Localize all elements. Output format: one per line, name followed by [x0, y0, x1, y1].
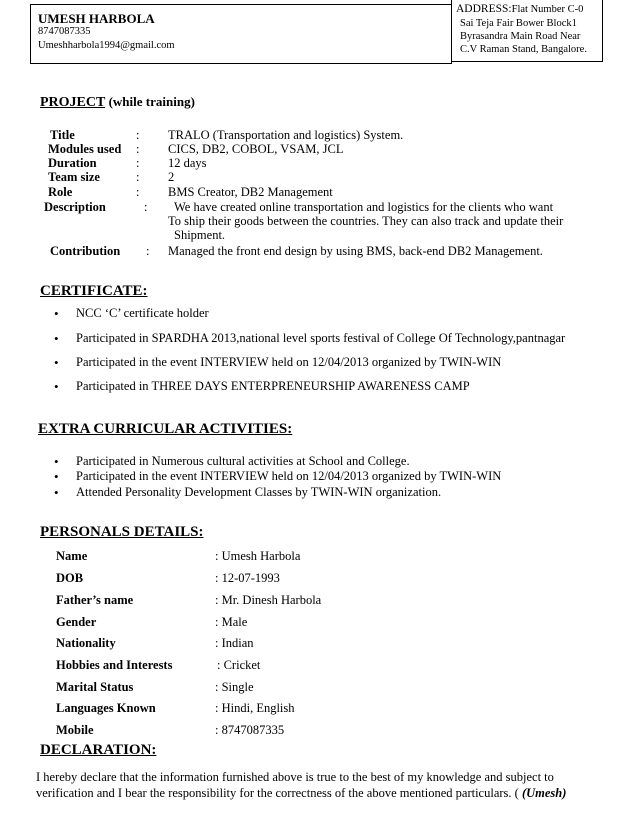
project-description-cont1: To ship their goods between the countries. They can also track and update their — [168, 214, 564, 228]
personal-row-value: : 8747087335 — [215, 723, 285, 737]
personal-row-value: : Hindi, English — [215, 701, 295, 715]
project-heading — [40, 94, 195, 111]
project-contribution-sep: : — [146, 244, 150, 258]
project-description-cont2: Shipment. — [174, 228, 226, 242]
extra-curricular-item: • Participated in the event INTERVIEW held on 12/04/2013 organized by TWIN-WIN — [76, 469, 501, 484]
personal-row-label: Hobbies and Interests — [56, 658, 173, 672]
project-row-value: CICS, DB2, COBOL, VSAM, JCL — [168, 142, 344, 156]
certificate-item: • Participated in the event INTERVIEW held on 12/04/2013 organized by TWIN-WIN — [76, 355, 501, 370]
candidate-name: UMESH HARBOLA — [38, 11, 155, 26]
certificate-item: • Participated in THREE DAYS ENTERPRENEURSHIP AWARENESS CAMP — [76, 379, 470, 394]
certificate-item: • NCC ‘C’ certificate holder — [76, 306, 209, 321]
certificate-heading: CERTIFICATE: — [40, 283, 148, 299]
project-row-label: Title — [50, 128, 75, 142]
project-heading-suffix: (while training) — [108, 94, 195, 109]
project-row-value: BMS Creator, DB2 Management — [168, 185, 333, 199]
project-row-separator: : — [136, 128, 140, 142]
project-row-label: Modules used — [48, 142, 122, 156]
personal-row-label: Name — [56, 549, 88, 563]
address-line3: Byrasandra Main Road Near — [460, 31, 581, 42]
address-line2: Sai Teja Fair Bower Block1 — [460, 18, 577, 29]
address-first-line — [456, 3, 583, 15]
project-row-label: Duration — [48, 156, 97, 170]
project-row-separator: : — [144, 200, 148, 214]
personal-row-label: Gender — [56, 615, 97, 629]
personal-row-value: : Cricket — [217, 658, 261, 672]
personal-row-label: Languages Known — [56, 701, 156, 715]
personal-row-label: Father’s name — [56, 593, 134, 607]
declaration-line2-text: verification and I bear the responsibility for the correctness of the above mentioned particulars. ( — [36, 786, 519, 800]
personal-row-value: : Umesh Harbola — [215, 549, 301, 563]
personal-row-value: : Mr. Dinesh Harbola — [215, 593, 322, 607]
personal-row-label: Marital Status — [56, 680, 134, 694]
project-contribution-label: Contribution — [50, 244, 121, 258]
declaration-line1: I hereby declare that the information furnished above is true to the best of my knowledge and subject to — [36, 770, 554, 784]
project-row-label: Description — [44, 200, 106, 214]
project-row-value: 12 days — [168, 156, 207, 170]
project-row-separator: : — [136, 142, 140, 156]
address-line4: C.V Raman Stand, Bangalore. — [460, 44, 587, 55]
declaration-signature: (Umesh) — [521, 786, 567, 800]
project-contribution-value: Managed the front end design by using BMS, back-end DB2 Management. — [168, 244, 543, 258]
project-row-value: TRALO (Transportation and logistics) System. — [168, 128, 404, 142]
project-row-label: Team size — [48, 170, 100, 184]
personal-row-label: Mobile — [56, 723, 94, 737]
address-line1: Flat Number C-0 — [511, 4, 584, 15]
project-row-separator: : — [136, 156, 140, 170]
personal-row-value: : Male — [215, 615, 248, 629]
candidate-email: Umeshharbola1994@gmail.com — [38, 40, 175, 51]
extra-curricular-item: • Participated in Numerous cultural activities at School and College. — [76, 454, 410, 469]
personal-details-heading: PERSONALS DETAILS: — [40, 524, 204, 540]
project-row-label: Role — [48, 185, 73, 199]
extra-curricular-heading: EXTRA CURRICULAR ACTIVITIES: — [38, 421, 293, 437]
project-row-value: We have created online transportation and logistics for the clients who want — [174, 200, 554, 214]
declaration-line2 — [36, 786, 566, 801]
certificate-item: • Participated in SPARDHA 2013,national level sports festival of College Of Technology,pantnagar — [76, 331, 565, 346]
project-row-separator: : — [136, 170, 140, 184]
extra-curricular-item: • Attended Personality Development Classes by TWIN-WIN organization. — [76, 485, 441, 500]
project-row-separator: : — [136, 185, 140, 199]
project-heading-title: PROJECT — [40, 95, 106, 110]
declaration-heading: DECLARATION: — [40, 742, 157, 758]
personal-row-value: : Single — [215, 680, 254, 694]
personal-row-label: Nationality — [56, 636, 116, 650]
candidate-phone: 8747087335 — [38, 26, 91, 37]
personal-row-label: DOB — [56, 571, 84, 585]
personal-row-value: : 12-07-1993 — [215, 571, 280, 585]
personal-row-value: : Indian — [215, 636, 254, 650]
address-label: ADDRESS: — [456, 3, 512, 15]
project-row-value: 2 — [168, 170, 175, 184]
